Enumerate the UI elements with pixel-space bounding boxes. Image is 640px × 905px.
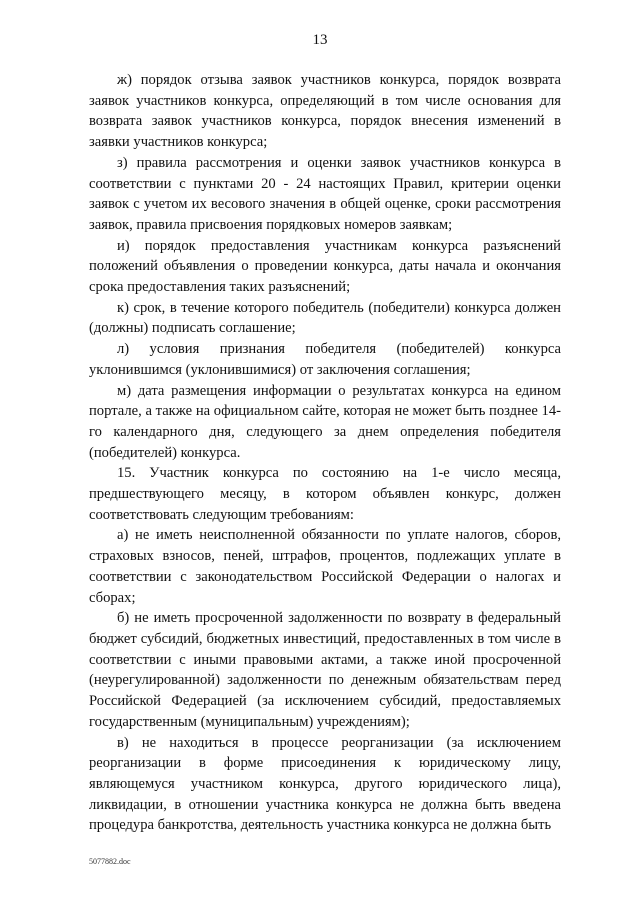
paragraph-v: в) не находиться в процессе реорганизации (за исключением реорганизации в форме присоединения к юридическому лицу, являющемуся участником конкурса, другого юридического лица), ликвидации, в отношении участника конкурса не должна быть введена процедура банкротства, деятельность участника конкурса не должна быть <box>89 734 561 834</box>
paragraph-k: к) срок, в течение которого победитель (победители) конкурса должен (должны) подписать соглашение; <box>89 299 561 337</box>
document-footer-code: 5077882.doc <box>89 857 131 866</box>
paragraph-l: л) условия признания победителя (победителей) конкурса уклонившимся (уклонившимися) от заключения соглашения; <box>89 341 561 378</box>
paragraph-zh: ж) порядок отзыва заявок участников конкурса, порядок возврата заявок участников конкурса, определяющий в том числе основания для возврата заявок участников конкурса, порядок внесения изменений в заявки участников конкурса; <box>89 72 561 151</box>
paragraph-b: б) не иметь просроченной задолженности по возврату в федеральный бюджет субсидий, бюджетных инвестиций, предоставленных в том числе в соответствии с иными правовыми актами, а также иной просроченной (неурегулированной) задолженности по денежным обязательствам перед Российской Федерацией (за исключением субсидий, предоставляемых государственным (муниципальным) учреждениям); <box>89 610 561 730</box>
paragraph-15: 15. Участник конкурса по состоянию на 1-е число месяца, предшествующего месяцу, в котором объявлен конкурс, должен соответствовать следующим требованиям: <box>89 465 561 523</box>
page-number: 13 <box>312 32 328 48</box>
paragraph-m: м) дата размещения информации о результатах конкурса на едином портале, а также на официальном сайте, которая не может быть позднее 14-го календарного дня, следующего за днем определения победителя (победителей) конкурса. <box>89 382 561 461</box>
paragraph-z: з) правила рассмотрения и оценки заявок участников конкурса в соответствии с пунктами 20 - 24 настоящих Правил, критерии оценки заявок с учетом их весового значения в общей оценке, сроки рассмотрения заявок, правила присвоения порядковых номеров заявкам; <box>89 154 561 233</box>
paragraph-a: а) не иметь неисполненной обязанности по уплате налогов, сборов, страховых взносов, пеней, штрафов, процентов, подлежащих уплате в соответствии с законодательством Российской Федерации о налогах и сборах; <box>89 527 561 606</box>
paragraph-i: и) порядок предоставления участникам конкурса разъяснений положений объявления о проведении конкурса, даты начала и окончания срока предоставления таких разъяснений; <box>89 237 561 296</box>
document-body <box>89 70 561 836</box>
